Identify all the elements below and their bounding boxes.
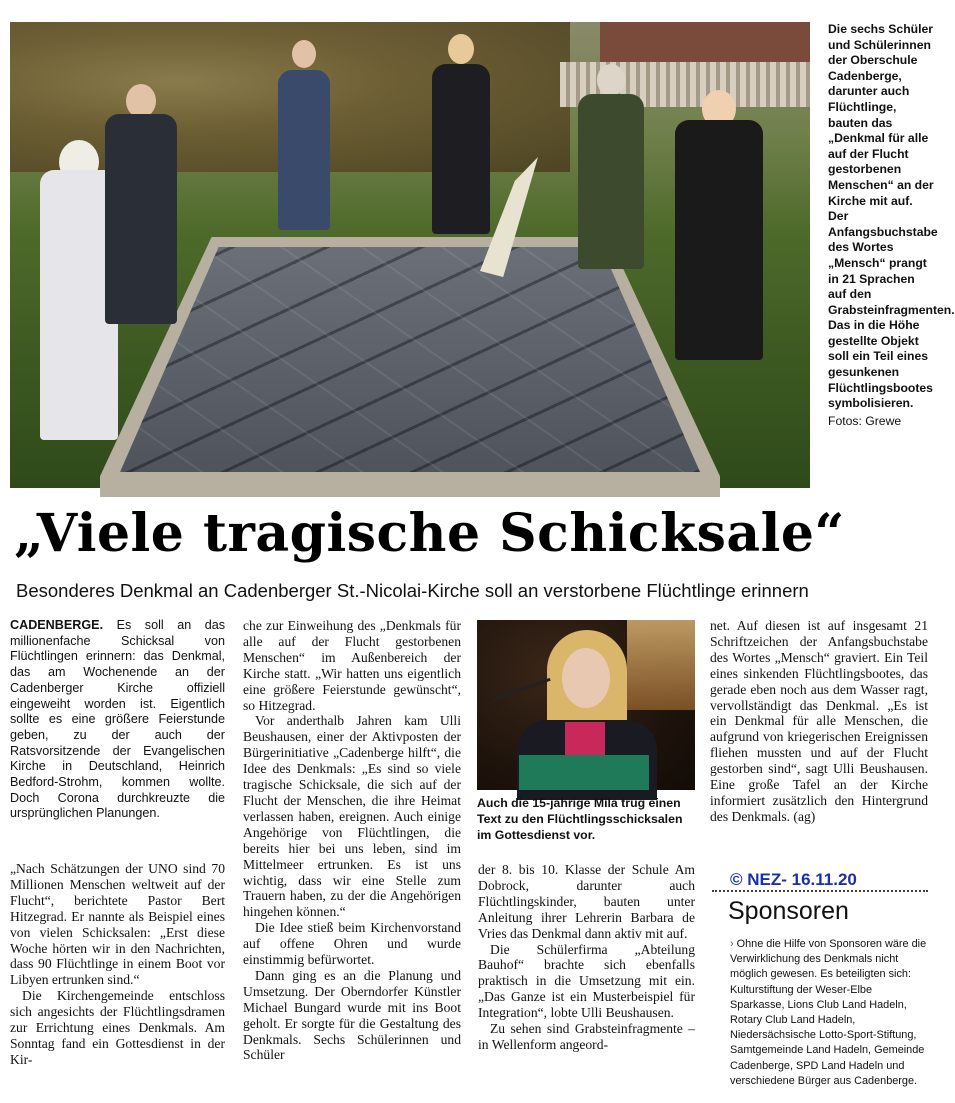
paragraph: der 8. bis 10. Klasse der Schule Am Dobrock, darunter auch Flüchtlingskinder, bauten unter Anleitung ihrer Lehrerin Barbara de Vries das Denkmal dann aktiv mit auf. xyxy=(478,862,695,941)
headline: „Viele tragische Schicksale“ xyxy=(14,503,845,564)
sponsors-title: Sponsoren xyxy=(728,897,849,925)
photo-caption xyxy=(828,22,955,429)
paragraph: CADENBERGE. Es soll an das millionenfache Schicksal von Flüchtlingen erinnern: das Denkmal, das am Wochenende an der Cadenberger Kirche offiziell eingeweiht worden ist. Eigentlich sollte es eine größere Feierstunde geben, zu der auch der Ratsvorsitzende der Evangelischen Kirche in Deutschland, Heinrich Bedford-Strohm, kommen wollte. Doch Corona durchkreuzte die ursprünglichen Planungen. xyxy=(10,618,226,821)
student-figure xyxy=(105,84,177,324)
paragraph: Die Schülerfirma „Abteilung Bauhof“ brachte sich ebenfalls praktisch in die Umsetzung mit ein. „Das Ganze ist ein Musterbeispiel für Integration“, lobte Ulli Beushausen. xyxy=(478,941,695,1021)
photo-caption-text: Die sechs Schüler und Schülerinnen der Oberschule Cadenberge, darunter auch Flüchtlinge, bauten das „Denkmal für alle auf der Flucht gestorbenen Menschen“ an der Kirche mit auf. Der Anfangsbuchstabe des Wortes „Mensch“ prangt in 21 Sprachen auf den Grabsteinfragmenten. Das in die Höhe gestellte Objekt soll ein Teil eines gesunkenen Flüchtlingsbootes symbolisieren. xyxy=(828,22,955,411)
paragraph: Vor anderthalb Jahren kam Ulli Beushausen, einer der Aktivposten der Bürgerinitiative „Cadenberge hilft“, die Idee des Denkmals: „Es sind so viele tragische Schicksale, die sich auf der Flucht der Menschen, die ihre Heimat verlassen haben, ereignen. Auch einige Angehörige von Flüchtlingen, die bereits hier bei uns leben, sind im Mittelmeer ertrunken. Es ist uns wichtig, dass wir eine Stelle zum Trauern haben, zu der die Angehörigen hingehen können.“ xyxy=(243,713,461,920)
sponsors-text: › Ohne die Hilfe von Sponsoren wäre die Verwirklichung des Denkmals nicht möglich gewesen. Es beteiligten sich: Kulturstiftung der Weser-Elbe Sparkasse, Lions Club Land Hadeln, Rotary Club Land Hadeln, Niedersächsische Lotto-Sport-Stiftung, Samtgemeinde Land Hadeln, Gemeinde Cadenberge, SPD Land Hadeln und verschiedene Bürger aus Cadenberge. xyxy=(730,938,927,1087)
student-figure xyxy=(278,40,330,230)
paragraph: Zu sehen sind Grabsteinfragmente – in Wellenform angeord- xyxy=(478,1021,695,1052)
lectern xyxy=(519,755,649,790)
student-figure xyxy=(578,64,644,269)
article-column-3 xyxy=(478,862,695,1053)
paragraph: Dann ging es an die Planung und Umsetzung. Der Oberndorfer Künstler Michael Bungard wurde mit ins Boot geholt. Er sorgte für die Gestaltung des Denkmals. Sechs Schülerinnen und Schüler xyxy=(243,967,461,1063)
dateline: CADENBERGE. xyxy=(10,618,104,632)
monument-stone-fragments xyxy=(120,247,700,472)
mila-photo xyxy=(477,620,695,790)
paragraph: Die Kirchengemeinde entschloss sich angesichts der Flüchtlingsdramen zur Errichtung eines Denkmals. Am Sonntag fand ein Gottesdienst in der Kir- xyxy=(10,988,225,1067)
mila-caption: Auch die 15-jährige Mila trug einen Text zu den Flüchtlingsschicksalen im Gottesdienst vor. xyxy=(477,796,683,842)
bullet-icon: › xyxy=(730,938,734,950)
copyright-stamp: © NEZ- 16.11.20 xyxy=(730,870,857,889)
house-background xyxy=(600,22,810,67)
student-figure xyxy=(432,34,490,234)
paragraph: Die Idee stieß beim Kirchenvorstand auf offene Ohren und wurde einstimmig befürwortet. xyxy=(243,920,461,968)
subheadline: Besonderes Denkmal an Cadenberger St.-Nicolai-Kirche soll an verstorbene Flüchtlinge erinnern xyxy=(16,580,809,601)
paragraph: che zur Einweihung des „Denkmals für alle auf der Flucht gestorbenen Menschen“ im Außenbereich der Kirche statt. „Wir hatten uns eigentlich eine größere Feierstunde gewünscht“, so Hitzegrad. xyxy=(243,618,461,713)
article-column-1-cont xyxy=(10,861,225,1068)
main-photo xyxy=(10,22,810,488)
article-column-1 xyxy=(10,618,225,822)
paragraph: „Nach Schätzungen der UNO sind 70 Millionen Menschen weltweit auf der Flucht“, berichtete Pastor Bert Hitzegrad. Er nannte als Beispiel eines von vielen Schicksalen: „Erst diese Woche hörten wir in den Nachrichten, dass 90 Flüchtlinge in einem Boot vor Libyen ertrunken sind.“ xyxy=(10,861,225,988)
student-figure xyxy=(675,90,763,360)
microphone xyxy=(493,678,550,701)
article-column-4 xyxy=(710,618,928,825)
article-column-2 xyxy=(243,618,461,1063)
divider xyxy=(712,890,928,892)
paragraph: net. Auf diesen ist auf insgesamt 21 Schriftzeichen der Anfangsbuchstabe des Wortes „Mensch“ graviert. Ein Teil eines sinkenden Flüchtlingsbootes, das gerade eben noch aus dem Wasser ragt, vervollständigt das Denkmal. „Es ist ein Denkmal für alle Menschen, die aufgrund von kriegerischen Ereignissen fliehen mussten und auf der Flucht gestorben sind“, sagt Ulli Beushausen. Eine große Tafel an der Kirche informiert zusätzlich den Hintergrund des Denkmals. (ag) xyxy=(710,618,928,824)
photo-credit: Fotos: Grewe xyxy=(828,413,902,428)
